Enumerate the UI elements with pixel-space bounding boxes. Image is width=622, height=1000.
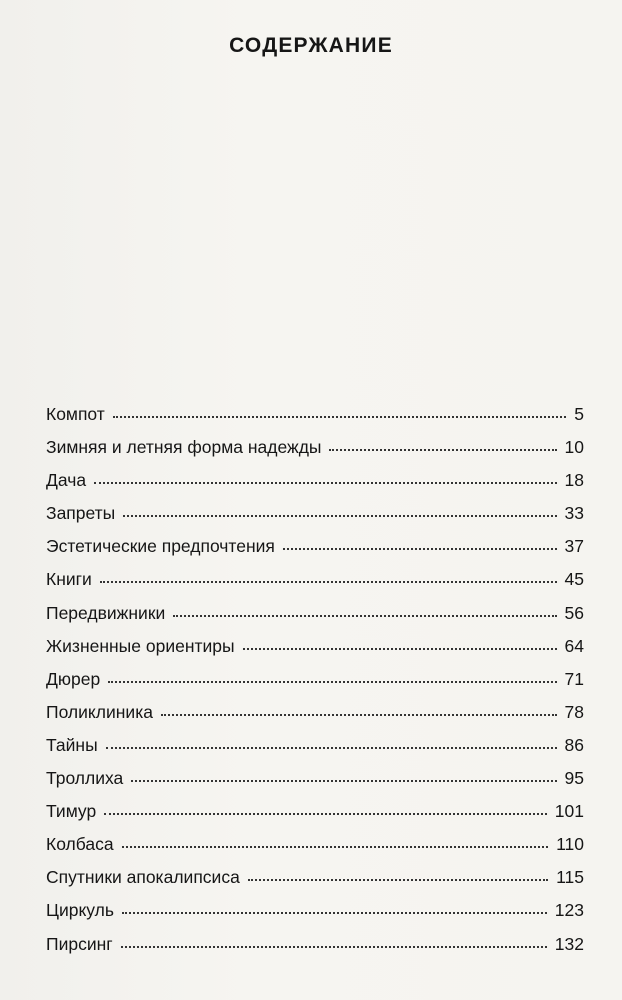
dot-leader: [161, 714, 557, 716]
toc-entry-page: 101: [554, 801, 584, 822]
toc-entry-title: Жизненные ориентиры: [46, 635, 235, 656]
dot-leader: [243, 648, 557, 650]
toc-entry-page: 110: [556, 834, 584, 855]
toc-entry-title: Запреты: [46, 503, 116, 524]
toc-entry-page: 5: [574, 404, 584, 424]
toc-entry: [46, 470, 584, 503]
dot-leader: [123, 515, 556, 517]
dot-leader: [121, 946, 547, 948]
toc-entry: [46, 437, 584, 470]
dot-leader: [131, 780, 556, 782]
dot-leader: [173, 615, 556, 617]
toc-entry: [46, 404, 584, 437]
dot-leader: [122, 912, 547, 914]
toc-entry-page: 56: [564, 602, 584, 623]
toc-entry: [46, 735, 584, 768]
toc-entry-page: 123: [554, 900, 584, 921]
toc-entry-page: 95: [564, 768, 584, 789]
toc-entry: [46, 536, 584, 569]
toc-entry-page: 37: [564, 536, 584, 557]
toc-entry-page: 115: [556, 867, 584, 888]
toc-entry: [46, 636, 584, 669]
toc-entry: [46, 900, 584, 933]
dot-leader: [283, 548, 557, 550]
page-title: СОДЕРЖАНИЕ: [229, 34, 393, 57]
toc-entry: [46, 569, 584, 602]
dot-leader: [106, 747, 557, 749]
toc-entry-title: Эстетические предпочтения: [46, 536, 275, 557]
toc-entry-title: Дюрер: [46, 668, 101, 689]
toc-entry: [46, 503, 584, 536]
toc-entry: [46, 934, 584, 967]
toc-entry: [46, 603, 584, 636]
toc-entry-title: Троллиха: [46, 768, 124, 789]
toc-entry-title: Тайны: [46, 734, 98, 755]
toc-entry-title: Книги: [46, 569, 92, 590]
toc-entry: [46, 702, 584, 735]
toc-entry-title: Дача: [46, 470, 87, 491]
toc-entry-page: 33: [564, 503, 584, 524]
toc-entry-page: 132: [554, 933, 584, 954]
toc-entry-page: 64: [564, 635, 584, 656]
toc-entry-title: Передвижники: [46, 602, 166, 623]
toc-entry: [46, 669, 584, 702]
toc-entry: [46, 768, 584, 801]
toc-entry-title: Циркуль: [46, 900, 115, 921]
toc-entry-page: 18: [564, 470, 584, 491]
toc-entry-page: 78: [564, 701, 584, 722]
table-of-contents: [46, 404, 584, 967]
toc-entry: [46, 867, 584, 900]
toc-entry-title: Поликлиника: [46, 701, 153, 722]
dot-leader: [100, 581, 557, 583]
toc-entry-page: 45: [564, 569, 584, 590]
toc-entry: [46, 834, 584, 867]
toc-entry-title: Пирсинг: [46, 933, 113, 954]
toc-entry-page: 86: [564, 734, 584, 755]
dot-leader: [104, 813, 547, 815]
dot-leader: [94, 482, 556, 484]
toc-entry-page: 71: [564, 668, 584, 689]
toc-entry-title: Тимур: [46, 801, 97, 822]
toc-entry-title: Зимняя и летняя форма надежды: [46, 437, 322, 458]
toc-entry-title: Колбаса: [46, 834, 114, 855]
toc-entry-page: 10: [564, 437, 584, 458]
dot-leader: [113, 416, 566, 418]
toc-entry-title: Компот: [46, 404, 105, 424]
dot-leader: [122, 846, 549, 848]
dot-leader: [248, 879, 548, 881]
dot-leader: [329, 449, 556, 451]
dot-leader: [108, 681, 556, 683]
toc-entry: [46, 801, 584, 834]
toc-entry-title: Спутники апокалипсиса: [46, 867, 240, 888]
